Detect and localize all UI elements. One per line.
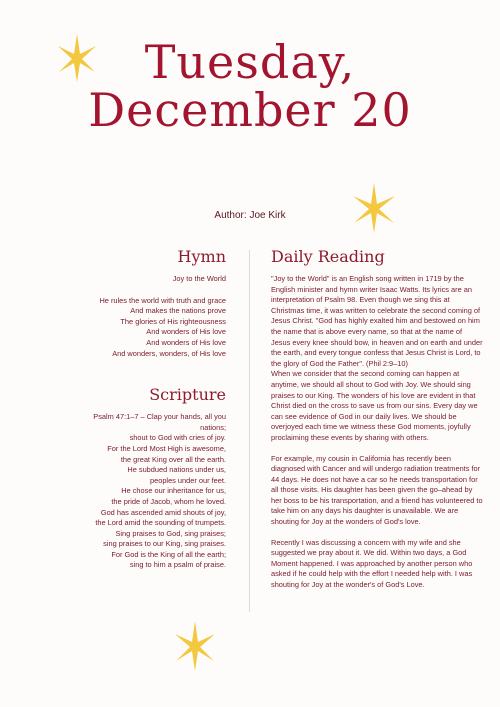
reading-paragraph: "Joy to the World" is an English song written in 1719 by the English minister and hymn writer Isaac Watts. Its lyrics are an interpretation of Psalm 98. Even though we sing this at Christmas time, it was written to celebrate the second coming of Jesus Christ. "God has highly exalted him and bestowed on him the name that is above every name, so that at the name of Jesus every knee should bow, in heaven and on earth and under the earth, and every tongue confess that Jesus Christ is Lord, to the glory of God the Father". (Phil 2:9–10) [271,274,483,368]
scripture-heading: Scripture [149,385,226,405]
column-divider [249,250,250,612]
page-title [0,35,500,137]
scripture-line: sing praises to our King, sing praises. [103,539,226,549]
scripture-line: God has ascended amid shouts of joy, [100,507,226,517]
hymn-heading: Hymn [177,247,226,266]
scripture-line: the pride of Jacob, whom he loved. [111,496,226,506]
hymn-line: And makes the nations prove [130,306,226,316]
title-line-1: Tuesday, [144,35,356,89]
hymn-title: Joy to the World [172,274,226,283]
reading-paragraph: Recently I was discussing a concern with my wife and she suggested we pray about it. We did. Within two days, a God Moment happened. I was approached by another person who asked if he could help with the effort I needed help with. I was shouting for Joy at the wonder's of God's Love. [271,537,473,590]
reading-paragraph: For example, my cousin in California has recently been diagnosed with Cancer and will undergo radiation treatments for 44 days. He does not have a car so he needs transportation for all those visits. His daughter has been given the go–ahead by her boss to be his transportation, and a friend has volunteered to take him on any days his daughter is unavailable. We are shouting for Joy at the wonders of God's love. [271,453,483,527]
scripture-line: nations; [200,422,226,432]
left-column [40,247,226,571]
hymn-line: And wonders, wonders, of His love [112,348,226,358]
scripture-line: For God is the King of all the earth; [111,549,226,559]
scripture-line: the great King over all the earth. [120,454,226,464]
scripture-line: sing to him a psalm of praise. [129,560,226,570]
scripture-line: He chose our inheritance for us, [121,486,226,496]
scripture-line: He subdued nations under us, [127,465,226,475]
reading-paragraph: When we consider that the second coming can happen at anytime, we should all shout to God with Joy. We should sing praises to our King. The wonders of his love are evident in that Christ died on the cross to save us from our sins. Every day we can see evidence of God in our daily lives. We should be overjoyed each time we witness these God moments, joyfully proclaiming these events by sharing with others. [271,369,478,442]
star-icon-bottom-left [172,620,218,672]
title-line-2: December 20 [88,83,412,137]
hymn-line: And wonders of His love [146,327,226,337]
hymn-line: The glories of His righteousness [120,316,226,326]
scripture-line: Psalm 47:1–7 – Clap your hands, all you [93,412,226,422]
scripture-line: peoples under our feet. [149,475,226,485]
scripture-line: For the Lord Most High is awesome, [107,443,226,453]
hymn-line: He rules the world with truth and grace [99,295,226,305]
author-line: Author: Joe Kirk [214,210,286,221]
daily-reading-heading: Daily Reading [271,247,385,266]
scripture-line: the Lord amid the sounding of trumpets. [95,518,226,528]
scripture-line: Sing praises to God, sing praises; [115,528,226,538]
star-icon-middle-right [350,182,398,234]
right-column [271,247,483,591]
hymn-line: And wonders of His love [146,337,226,347]
scripture-line: shout to God with cries of joy. [129,433,226,443]
